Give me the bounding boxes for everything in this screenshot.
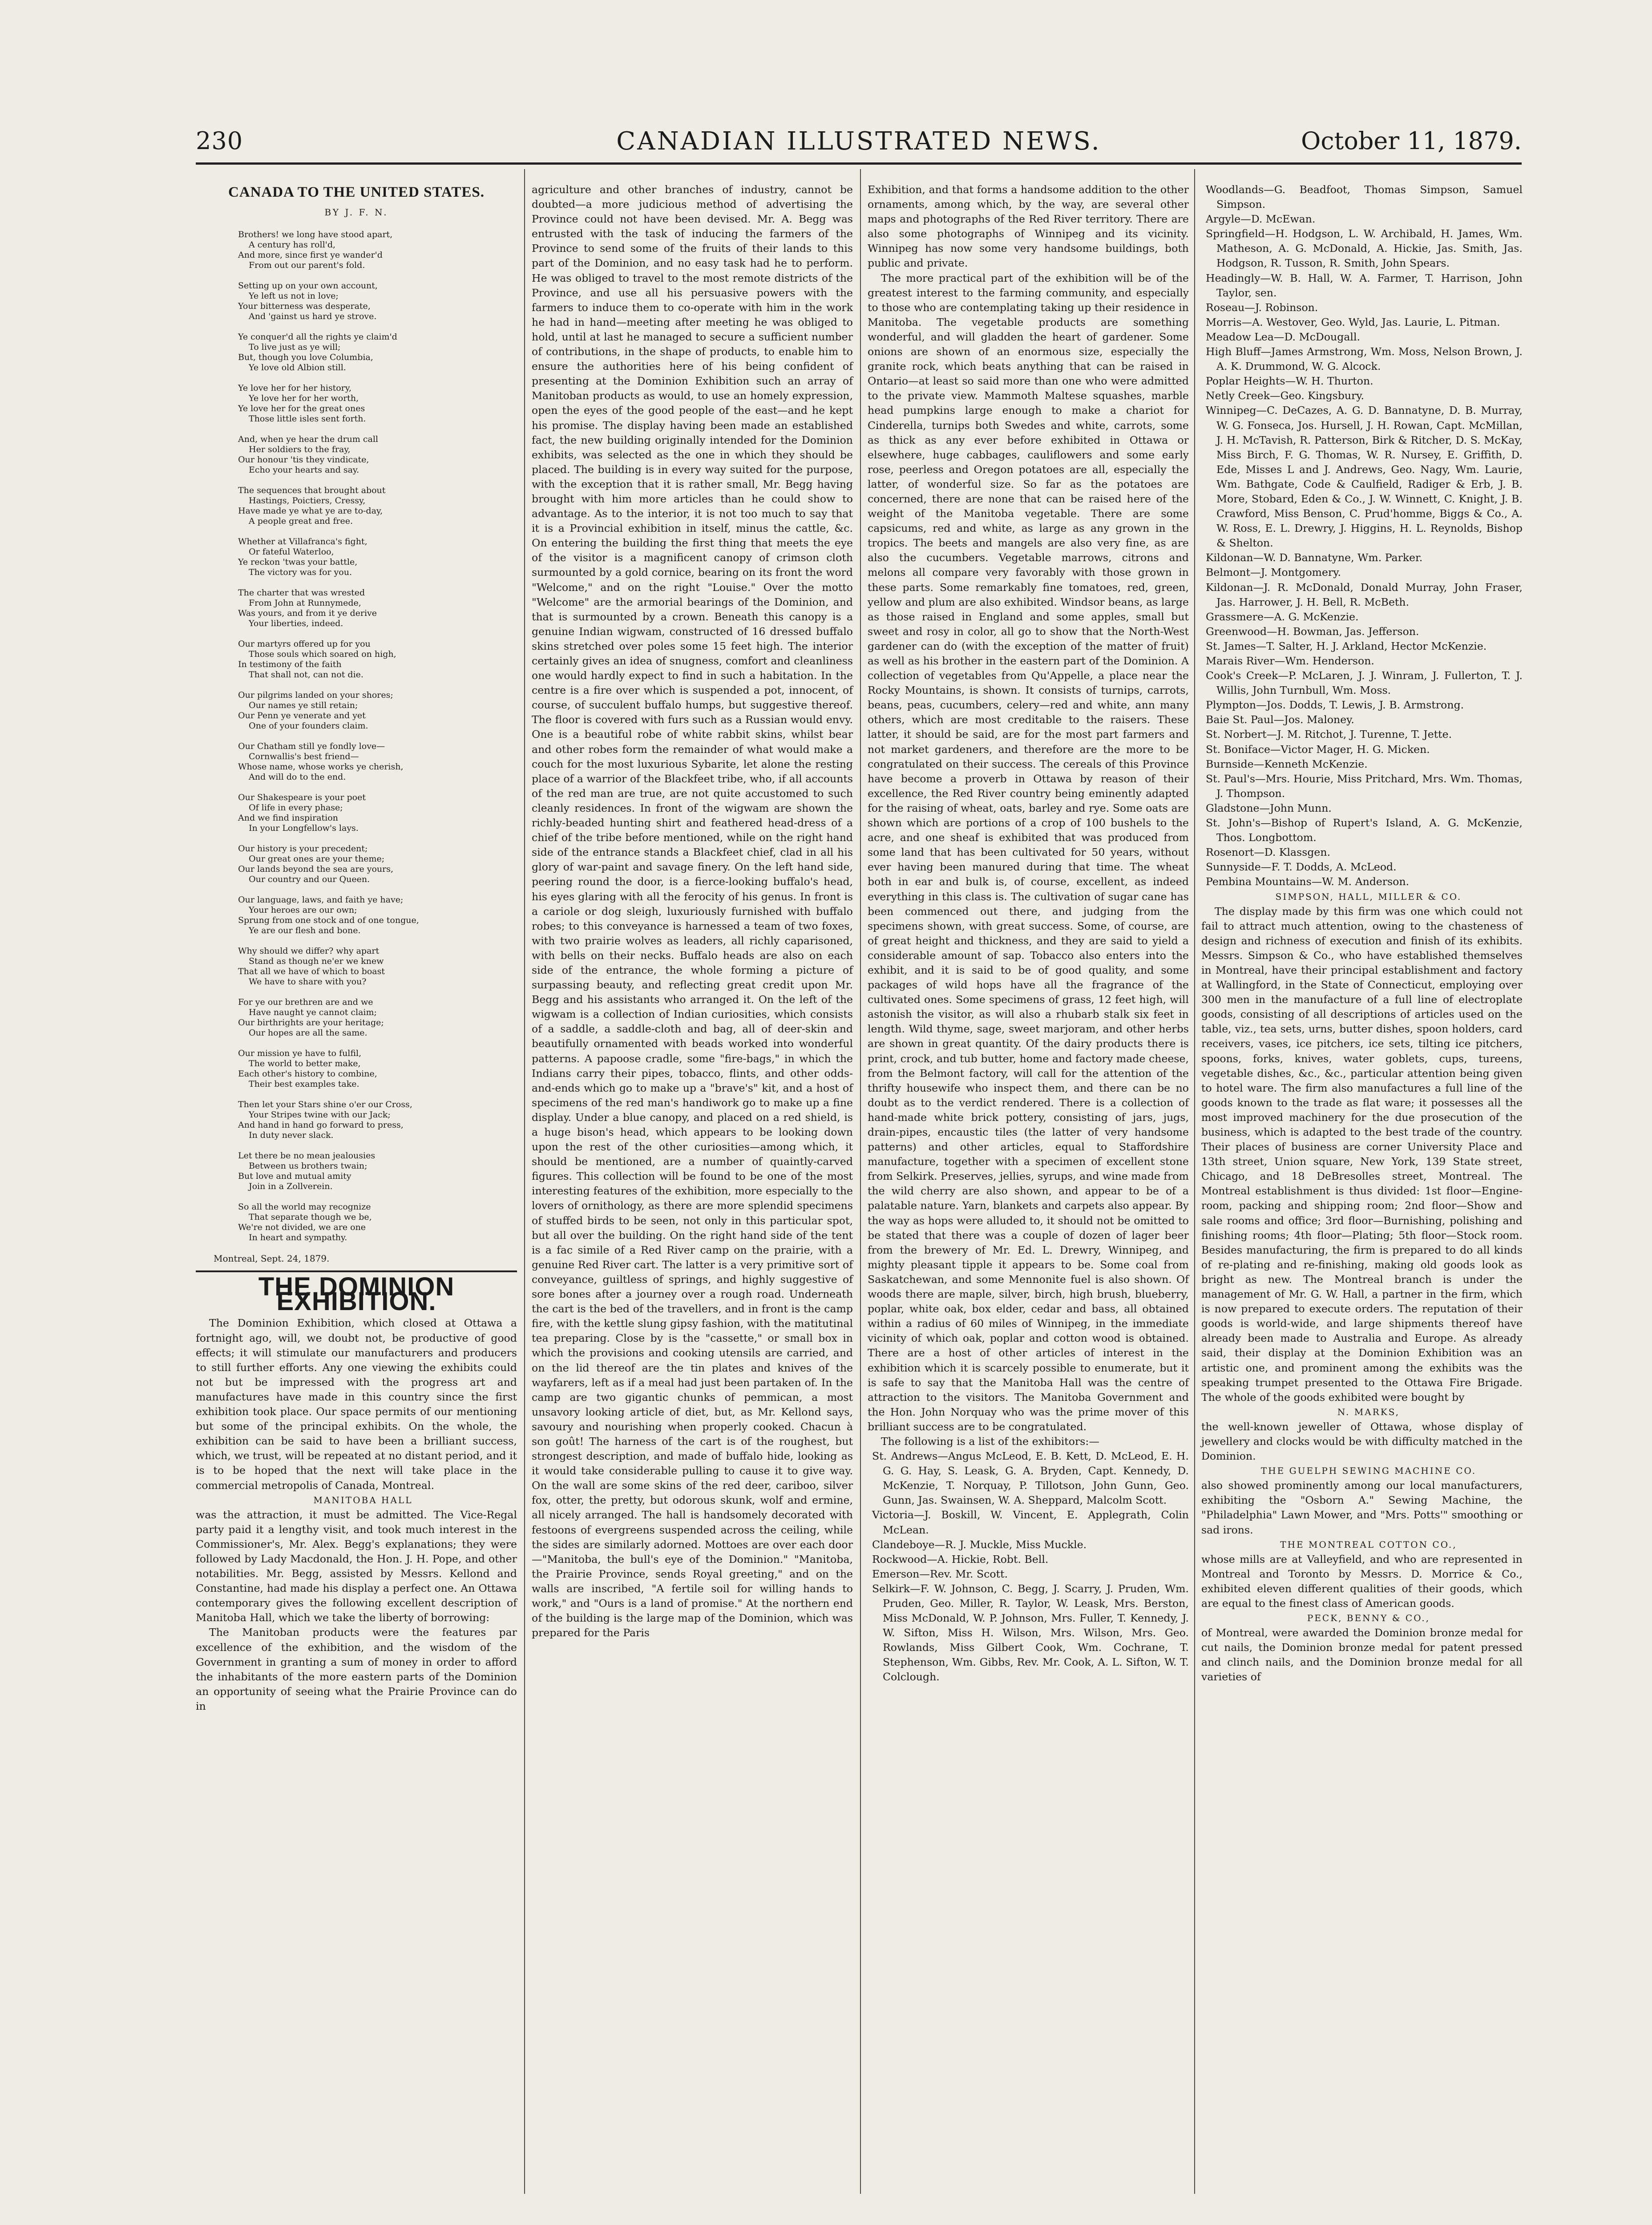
poem-line: And 'gainst us hard ye strove. xyxy=(249,312,377,322)
column-divider xyxy=(524,169,525,2194)
poem-line: To live just as ye will; xyxy=(249,342,341,352)
subheading: PECK, BENNY & CO., xyxy=(1307,1613,1430,1624)
poem-line: Our mission ye have to fulfil, xyxy=(238,1048,362,1059)
list-item: Rockwood—A. Hickie, Robt. Bell. xyxy=(872,1553,1049,1566)
poem-line: A century has roll'd, xyxy=(249,240,336,250)
poem-line: Cornwallis's best friend— xyxy=(249,752,359,762)
poem-line: Our pilgrims landed on your shores; xyxy=(238,690,393,700)
list-item: Marais River—Wm. Henderson. xyxy=(1206,655,1374,667)
poem-line: And more, since first ye wander'd xyxy=(238,250,383,260)
poem-line: Our birthrights are your heritage; xyxy=(238,1018,384,1028)
masthead: CANADIAN ILLUSTRATED NEWS. xyxy=(616,127,1101,156)
poem-line: Then let your Stars shine o'er our Cross, xyxy=(238,1100,412,1110)
poem-stanza xyxy=(238,1048,517,1089)
subheading: THE GUELPH SEWING MACHINE CO. xyxy=(1260,1465,1477,1477)
exhibitor-list xyxy=(868,1449,1189,1685)
poem-line: Echo your hearts and say. xyxy=(249,465,359,475)
poem-line: For ye our brethren are and we xyxy=(238,997,373,1007)
poem-line: Was yours, and from it ye derive xyxy=(238,608,377,619)
poem-line: Ye left us not in love; xyxy=(249,291,339,301)
poem-line: Our lands beyond the sea are yours, xyxy=(238,864,394,874)
poem-line: Your heroes are our own; xyxy=(249,905,357,915)
list-item: Cook's Creek—P. McLaren, J. J. Winram, J. Fullerton, T. J. Willis, John Turnbull, Wm. Moss. xyxy=(1206,669,1523,697)
poem-line: That shall not, can not die. xyxy=(249,670,364,680)
column-2 xyxy=(532,182,853,1640)
poem-stanza xyxy=(238,434,517,475)
issue-date: October 11, 1879. xyxy=(1301,127,1522,155)
poem-line: Have naught ye cannot claim; xyxy=(249,1007,377,1018)
poem-stanza xyxy=(238,1100,517,1141)
column-divider xyxy=(1194,169,1195,2194)
list-item: Clandeboye—R. J. Muckle, Miss Muckle. xyxy=(872,1538,1087,1551)
poem-stanza xyxy=(238,281,517,322)
poem xyxy=(196,230,517,1243)
paragraph: whose mills are at Valleyfield, and who are represented in Montreal and Toronto by Messrs. D. Morrice & Co., exhibited eleven different qualities of their goods, which are equal to the finest class of American goods. xyxy=(1201,1553,1523,1610)
list-item: Roseau—J. Robinson. xyxy=(1206,301,1318,314)
paragraph: The following is a list of the exhibitors:— xyxy=(881,1435,1099,1448)
poem-line: From John at Runnymede, xyxy=(249,598,361,608)
list-item: Baie St. Paul—Jos. Maloney. xyxy=(1206,713,1354,726)
poem-line: Our great ones are your theme; xyxy=(249,854,385,864)
list-item: Burnside—Kenneth McKenzie. xyxy=(1206,757,1368,770)
poem-line: And, when ye hear the drum call xyxy=(238,434,378,445)
poem-line: Those little isles sent forth. xyxy=(249,414,366,424)
list-item: Meadow Lea—D. McDougall. xyxy=(1206,330,1361,343)
poem-line: Your bitterness was desperate, xyxy=(238,301,371,312)
column-divider xyxy=(860,169,861,2194)
poem-line: And will do to the end. xyxy=(249,772,346,782)
list-item: St. Paul's—Mrs. Hourie, Miss Pritchard, Mrs. Wm. Thomas, J. Thompson. xyxy=(1206,772,1523,800)
list-item: Selkirk—F. W. Johnson, C. Begg, J. Scarry, J. Pruden, Wm. Pruden, Geo. Miller, R. Taylor, W. Leask, Mrs. Berston, Miss McDonald, W. P. Johnson, Mrs. Fuller, T. Kennedy, J. W. Sifton, Miss H. Wilson, Mrs. Wilson, Mrs. Geo. Rowlands, Miss Gilbert Cook, Wm. Cochrane, T. Stephenson, Wm. Gibbs, Rev. Mr. Cook, A. L. Sifton, W. T. Colclough. xyxy=(872,1582,1189,1683)
poem-stanza xyxy=(238,997,517,1038)
list-item: Headingly—W. B. Hall, W. A. Farmer, T. Harrison, John Taylor, sen. xyxy=(1206,271,1523,299)
list-item: Winnipeg—C. DeCazes, A. G. D. Bannatyne, D. B. Murray, W. G. Fonseca, Jos. Hursell, J. H. Rowan, Capt. McMillan, J. H. McTavish, R. Patterson, Birk & Ritcher, D. S. McKay, Miss Birch, F. G. Thomas, W. R. Nursey, E. Griffith, D. Ede, Misses L and J. Andrews, Geo. Nagy, Wm. Laurie, Wm. Bathgate, Code & Caulfield, Radiger & Erb, J. B. More, Stobard, Eden & Co., J. W. Winnett, C. Knight, J. B. Crawford, Miss Benson, C. Prud'homme, Biggs & Co., A. W. Ross, E. L. Drewry, J. Higgins, H. L. Reynolds, Bishop & Shelton. xyxy=(1206,404,1523,550)
list-item: St. John's—Bishop of Rupert's Island, A. G. McKenzie, Thos. Longbottom. xyxy=(1206,817,1523,844)
poem-line: Your Stripes twine with our Jack; xyxy=(249,1110,391,1120)
poem-line: Our martyrs offered up for you xyxy=(238,639,371,649)
poem-stanza xyxy=(238,1151,517,1192)
list-item: St. Boniface—Victor Mager, H. G. Micken. xyxy=(1206,743,1430,756)
list-item: Grassmere—A. G. McKenzie. xyxy=(1206,610,1359,623)
page-number: 230 xyxy=(196,127,243,155)
poem-line: Our honour 'tis they vindicate, xyxy=(238,455,369,465)
poem-stanza xyxy=(238,383,517,424)
subheading: SIMPSON, HALL, MILLER & CO. xyxy=(1275,891,1462,902)
poem-title: CANADA TO THE UNITED STATES. xyxy=(228,184,485,200)
poem-stanza xyxy=(238,332,517,373)
poem-line: Ye love her for her worth, xyxy=(249,393,359,404)
poem-line: Or fateful Waterloo, xyxy=(249,547,334,557)
poem-line: From out our parent's fold. xyxy=(249,260,365,271)
subheading: THE MONTREAL COTTON CO., xyxy=(1280,1539,1457,1550)
poem-line: In heart and sympathy. xyxy=(249,1233,347,1243)
poem-line: Ye reckon 'twas your battle, xyxy=(238,557,358,567)
poem-line: In your Longfellow's lays. xyxy=(249,823,359,833)
poem-line: Our hopes are all the same. xyxy=(249,1028,368,1038)
poem-stanza xyxy=(238,690,517,731)
poem-stanza xyxy=(238,588,517,629)
poem-stanza xyxy=(238,793,517,833)
list-item: Sunnyside—F. T. Dodds, A. McLeod. xyxy=(1206,861,1397,874)
list-item: Kildonan—W. D. Bannatyne, Wm. Parker. xyxy=(1206,551,1423,564)
poem-line: Your liberties, indeed. xyxy=(249,619,343,629)
poem-stanza xyxy=(238,1202,517,1243)
paragraph: The Manitoban products were the features par excellence of the exhibition, and the wisdom of the Government in granting a sum of money in order to afford the inhabitants of the more eastern parts of the Dominion an opportunity of seeing what the Prairie Province can do in xyxy=(196,1626,517,1712)
column-1 xyxy=(196,182,517,1714)
list-item: Kildonan—J. R. McDonald, Donald Murray, John Fraser, Jas. Harrower, J. H. Bell, R. McBeth. xyxy=(1206,581,1523,608)
poem-byline: BY J. F. N. xyxy=(324,207,388,218)
poem-line: Let there be no mean jealousies xyxy=(238,1151,376,1161)
page-header xyxy=(196,127,1522,158)
paragraph: The Dominion Exhibition, which closed at Ottawa a fortnight ago, will, we doubt not, be productive of good effects; it will stimulate our manufacturers and producers to still further efforts. Any one viewing the exhibits could not but be impressed with the progress art and manufactures have made in this country since the first exhibition took place. Our space permits of our mentioning but some of the principal exhibits. On the whole, the exhibition can be said to have been a brilliant success, which, we trust, will be repeated at no distant period, and it is to be hoped that the next will take place in the commercial metropolis of Canada, Montreal. xyxy=(196,1317,517,1492)
poem-line: Setting up on your own account, xyxy=(238,281,378,291)
paragraph: The display made by this firm was one which could not fail to attract much attention, owing to the chasteness of design and richness of execution and finish of its exhibits. Messrs. Simpson & Co., who have established themselves in Montreal, have their principal establishment and factory at Wallingford, in the State of Connecticut, employing over 300 men in the manufacture of a full line of electroplate goods, consisting of all descriptions of articles used on the table, viz., tea sets, urns, butter dishes, spoon holders, card receivers, vases, ice pitchers, ice sets, tilting ice pitchers, spoons, forks, knives, water goblets, cups, tureens, vegetable dishes, &c., &c., particular attention being given to hotel ware. The firm also manufactures a full line of the goods known to the trade as flat ware; it possesses all the most improved machinery for the due prosecution of the business, which is adapted to the best trade of the country. Their places of business are corner University Place and 13th street, Union square, New York, 139 State street, Chicago, and 18 DeBresolles street, Montreal. The Montreal establishment is thus divided: 1st floor—Engine-room, packing and shipping room; 2nd floor—Show and sale rooms and office; 3rd floor—Burnishing, polishing and finishing rooms; 4th floor—Plating; 5th floor—Stock room. Besides manufacturing, the firm is prepared to do all kinds of re-plating and re-finishing, making old goods look as bright as new. The Montreal branch is under the management of Mr. G. W. Hall, a partner in the firm, which is now prepared to execute orders. The reputation of their goods is world-wide, and large shipments thereof have already been made to Australia and Europe. As already said, their display at the Dominion Exhibition was an artistic one, and prominent among the exhibits was the speaking trumpet presented to the Ottawa Fire Brigade. The whole of the goods exhibited were bought by xyxy=(1201,905,1523,1404)
poem-line: The sequences that brought about xyxy=(238,485,386,496)
list-item: Woodlands—G. Beadfoot, Thomas Simpson, Samuel Simpson. xyxy=(1206,183,1523,211)
poem-line: But love and mutual amity xyxy=(238,1171,351,1181)
poem-line: In testimony of the faith xyxy=(238,659,342,670)
poem-line: Between us brothers twain; xyxy=(249,1161,368,1171)
poem-line: Our Chatham still ye fondly love— xyxy=(238,741,385,752)
poem-line: Our Penn ye venerate and yet xyxy=(238,711,366,721)
poem-stanza xyxy=(238,844,517,885)
poem-line: Brothers! we long have stood apart, xyxy=(238,230,393,240)
poem-line: And we find inspiration xyxy=(238,813,338,823)
list-item: Poplar Heights—W. H. Thurton. xyxy=(1206,375,1373,388)
list-item: Rosenort—D. Klassgen. xyxy=(1206,846,1331,859)
paragraph: Exhibition, and that forms a handsome addition to the other ornaments, among which, by the way, are several other maps and photographs of the Red River territory. There are also some photographs of Winnipeg and its vicinity. Winnipeg has now some very handsome buildings, both public and private. xyxy=(868,183,1189,270)
header-rule xyxy=(196,162,1522,165)
list-item: Plympton—Jos. Dodds, T. Lewis, J. B. Armstrong. xyxy=(1206,699,1464,712)
poem-line: Sprung from one stock and of one tongue, xyxy=(238,915,419,926)
poem-line: Ye love her for her history, xyxy=(238,383,351,393)
poem-line: Have made ye what ye are to-day, xyxy=(238,506,383,516)
poem-stanza xyxy=(238,741,517,782)
paragraph: was the attraction, it must be admitted. The Vice-Regal party paid it a lengthy visit, and took much interest in the Commissioner's, Mr. Alex. Begg's explanations; they were followed by Lady Macdonald, the Hon. J. H. Pope, and other notabilities. Mr. Begg, assisted by Messrs. Kellond and Constantine, had made his display a perfect one. An Ottawa contemporary gives the following excellent description of Manitoba Hall, which we take the liberty of borrowing: xyxy=(196,1508,517,1624)
paragraph: the well-known jeweller of Ottawa, whose display of jewellery and clocks would be with difficulty matched in the Dominion. xyxy=(1201,1420,1523,1463)
poem-line: Why should we differ? why apart xyxy=(238,946,380,956)
poem-line: That all we have of which to boast xyxy=(238,967,385,977)
poem-line: So all the world may recognize xyxy=(238,1202,371,1212)
poem-line: Ye conquer'd all the rights ye claim'd xyxy=(238,332,397,342)
list-item: Emerson—Rev. Mr. Scott. xyxy=(872,1567,1008,1580)
subheading: N. MARKS, xyxy=(1337,1406,1400,1417)
poem-line: The world to better make, xyxy=(249,1059,361,1069)
poem-line: Of life in every phase; xyxy=(249,803,343,813)
poem-line: Ye love her for the great ones xyxy=(238,404,365,414)
list-item: Springfield—H. Hodgson, L. W. Archibald, H. James, Wm. Matheson, A. G. McDonald, A. Hickie, Jas. Smith, Jas. Hodgson, R. Tusson, R. Smith, John Spears. xyxy=(1206,227,1523,270)
poem-stanza xyxy=(238,230,517,271)
poem-line: Our Shakespeare is your poet xyxy=(238,793,366,803)
list-item: St. Norbert—J. M. Ritchot, J. Turenne, T. Jette. xyxy=(1206,728,1452,741)
poem-line: Those souls which soared on high, xyxy=(249,649,396,659)
poem-stanza xyxy=(238,946,517,987)
poem-line: That separate though we be, xyxy=(249,1212,372,1222)
poem-signature: Montreal, Sept. 24, 1879. xyxy=(214,1253,330,1264)
poem-line: We have to share with you? xyxy=(249,977,367,987)
poem-line: Whether at Villafranca's fight, xyxy=(238,537,368,547)
list-item: Netly Creek—Geo. Kingsbury. xyxy=(1206,389,1365,402)
paragraph: of Montreal, were awarded the Dominion bronze medal for cut nails, the Dominion bronze medal for patent pressed and clinch nails, and the Dominion bronze medal for all varieties of xyxy=(1201,1626,1523,1683)
poem-line: Ye love old Albion still. xyxy=(249,363,346,373)
poem-line: Our country and our Queen. xyxy=(249,874,370,885)
paragraph: The more practical part of the exhibition will be of the greatest interest to the farming community, and especially to those who are contemplating taking up their residence in Manitoba. The vegetable products are something wonderful, and will gladden the heart of gardener. Some onions are shown of an enormous size, especially the granite rock, which beats anything that can be raised in Ontario—at least so said more than one who were admitted to the private view. Mammoth Maltese squashes, marble head pumpkins large enough to make a chariot for Cinderella, turnips both Swedes and white, carrots, some as thick as any ever before exhibited in Ottawa or elsewhere, huge cabbages, cauliflowers and some early rose, peerless and Oregon potatoes are all, especially the latter, of wonderful size. So far as the potatoes are concerned, there are none that can be raised here of the weight of the Manitoba vegetable. There are some capsicums, red and white, as large as any grown in the tropics. The beets and mangels are also very fine, as are also the cucumbers. Vegetable marrows, citrons and melons all compare very favorably with those grown in these parts. Some remarkably fine tomatoes, red, green, yellow and plum are also exhibited. Windsor beans, as large as those raised in England and some apples, small but sweet and rosy in color, all go to show that the North-West gardener can do (with the exception of the matter of fruit) as well as his brother in the eastern part of the Dominion. A collection of vegetables from Qu'Appelle, a place near the Rocky Mountains, is shown. It consists of turnips, carrots, beans, peas, cucumbers, celery—red and white, ann many others, which are most creditable to the raisers. These latter, it should be said, are for the most part farmers and not market gardeners, and therefore are the more to be congratulated on their success. The cereals of this Province have become a proverb in Ottawa by reason of their excellence, the Red River country being eminently adapted for the raising of wheat, oats, barley and rye. Some oats are shown which are portions of a crop of 100 bushels to the acre, and one sheaf is exhibited that was produced from some land that has been cultivated for 50 years, without ever having been manured during that time. The wheat both in ear and bulk is, of course, excellent, as indeed everything in this class is. The cultivation of sugar cane has been commenced out there, and judging from the specimens shown, with great success. Some, of course, are of great height and thickness, and they are said to yield a considerable amount of sap. Tobacco also enters into the exhibit, and it is said to be of good quality, and some packages of wild hops have all the fragrance of the cultivated ones. Some specimens of grass, 12 feet high, will astonish the visitor, as will also a rhubarb stalk six feet in length. Wild thyme, sage, sweet marjoram, and other herbs are shown in great quantity. Of the dairy products there is print, crock, and tub butter, home and factory made cheese, from the Belmont factory, will call for the attention of the thrifty housewife who inspect them, and there can be no doubt as to the verdict rendered. There is a collection of hand-made white brick pottery, consisting of jars, jugs, drain-pipes, encaustic tiles (the latter of very handsome patterns) and other articles, equal to Staffordshire manufacture, together with a specimen of excellent stone from Selkirk. Preserves, jellies, syrups, and wine made from the wild cherry are also shown, and appear to be of a palatable nature. Yarn, blankets and carpets also appear. By the way as hops were alluded to, it should not be omitted to be stated that there was a couple of dozen of lager beer from the brewery of Mr. Ed. L. Drewry, Winnipeg, and mighty pleasant tipple it appears to be. Some coal from Saskatchewan, and some Mennonite fuel is also shown. Of woods there are maple, silver, birch, high brush, blueberry, poplar, white oak, box elder, cedar and bass, all obtained within a radius of 60 miles of Winnipeg, in the immediate vicinity of which oak, poplar and cotton wood is obtained. There are a host of other articles of interest in the exhibition which it is scarcely possible to enumerate, but it is safe to say that the Manitoba Hall was the centre of attraction to the visitors. The Manitoba Government and the Hon. John Norquay who was the prime mover of this brilliant success are to be congratulated. xyxy=(868,271,1189,1433)
poem-line: Join in a Zollverein. xyxy=(249,1181,333,1192)
exhibitor-list xyxy=(1201,182,1523,890)
poem-line: Her soldiers to the fray, xyxy=(249,445,351,455)
poem-line: Each other's history to combine, xyxy=(238,1069,377,1079)
column-4 xyxy=(1201,182,1523,1685)
poem-line: A people great and free. xyxy=(249,516,353,526)
poem-line: Stand as though ne'er we knew xyxy=(249,956,384,967)
list-item: Gladstone—John Munn. xyxy=(1206,801,1332,814)
poem-line: And hand in hand go forward to press, xyxy=(238,1120,404,1130)
poem-line: The charter that was wrested xyxy=(238,588,365,598)
poem-line: Their best examples take. xyxy=(249,1079,359,1089)
poem-line: Our language, laws, and faith ye have; xyxy=(238,895,404,905)
list-item: St. James—T. Salter, H. J. Arkland, Hector McKenzie. xyxy=(1206,639,1487,652)
list-item: High Bluff—James Armstrong, Wm. Moss, Nelson Brown, J. A. K. Drummond, W. G. Alcock. xyxy=(1206,345,1523,373)
list-item: Argyle—D. McEwan. xyxy=(1206,213,1316,226)
paragraph: also showed prominently among our local manufacturers, exhibiting the "Osborn A." Sewing Machine, the "Philadelphia" Lawn Mower, and "Mrs. Potts'" smoothing or sad irons. xyxy=(1201,1479,1523,1536)
list-item: Morris—A. Westover, Geo. Wyld, Jas. Laurie, L. Pitman. xyxy=(1206,316,1500,328)
subheading: MANITOBA HALL xyxy=(313,1494,413,1505)
article-title: THE DOMINION EXHIBITION. xyxy=(196,1270,517,1309)
poem-stanza xyxy=(238,639,517,680)
poem-line: But, though you love Columbia, xyxy=(238,352,373,363)
poem-line: One of your founders claim. xyxy=(249,721,368,731)
list-item: Victoria—J. Boskill, W. Vincent, E. Applegrath, Colin McLean. xyxy=(872,1509,1189,1536)
list-item: Pembina Mountains—W. M. Anderson. xyxy=(1206,875,1410,888)
poem-line: The victory was for you. xyxy=(249,567,352,578)
list-item: Belmont—J. Montgomery. xyxy=(1206,566,1341,579)
poem-line: Our history is your precedent; xyxy=(238,844,368,854)
poem-stanza xyxy=(238,537,517,578)
column-3 xyxy=(868,182,1189,1685)
poem-stanza xyxy=(238,895,517,936)
poem-line: In duty never slack. xyxy=(249,1130,334,1141)
poem-line: Ye are our flesh and bone. xyxy=(249,926,361,936)
poem-line: Our names ye still retain; xyxy=(249,700,358,711)
poem-line: Whose name, whose works ye cherish, xyxy=(238,762,404,772)
paragraph: agriculture and other branches of industry, cannot be doubted—a more judicious method of advertising the Province could not have been devised. Mr. A. Begg was entrusted with the task of inducing the farmers of the Province to send some of the fruits of their lands to this part of the Dominion, and no easy task had he to perform. He was obliged to travel to the most remote districts of the Province, and use all his persuasive powers with the farmers to induce them to co-operate with him in the work he had in hand—meeting after meeting he was obliged to hold, until at last he managed to secure a sufficient number of contributions, in the shape of products, to enable him to ensure the authorities here of his being confident of presenting at the Dominion Exhibition such an array of Manitoban products as would, to use an homely expression, open the eyes of the good people of the east—and he kept his promise. The display having been made an established fact, the new building originally intended for the Dominion exhibits, was selected as the one in which they should be placed. The building is in every way suited for the purpose, with the exception that it is rather small, Mr. Begg having brought with him more articles than he could show to advantage. As to the interior, it is not too much to say that it is a Provincial exhibition in itself, minus the cattle, &c. On entering the building the first thing that meets the eye of the visitor is a magnificent canopy of crimson cloth surmounted by a gold cornice, bearing on its front the word "Welcome," and on the right "Louise." Over the motto "Welcome" are the armorial bearings of the Dominion, and that is surmounted by a crown. Beneath this canopy is a genuine Indian wigwam, constructed of 16 dressed buffalo skins stretched over poles some 15 feet high. The interior certainly gives an idea of snugness, comfort and cleanliness one would hardly expect to find in such a habitation. In the centre is a fire over which is suspended a pot, innocent, of course, of succulent buffalo humps, but suggestive thereof. The floor is covered with furs such as a Russian would envy. One is a beautiful robe of white rabbit skins, whilst bear and other robes form the remainder of what would make a couch for the most luxurious Sybarite, let alone the resting place of a warrior of the Blackfeet tribe, who, if all accounts of the red man are true, are not quite accustomed to such cleanly residences. In front of the wigwam are shown the richly-beaded hunting shirt and feathered head-dress of a chief of the tribe before mentioned, while on the right hand side of the entrance stands a Blackfeet chief, clad in all his glory of war-paint and savage finery. On the left hand side, peering round the door, is a fierce-looking buffalo's head, his eyes glaring with all the ferocity of his genus. In front is a cariole or dog sleigh, luxuriously furnished with buffalo robes; to this conveyance is harnessed a team of two foxes, with two prairie wolves as leaders, all richly caparisoned, with bells on their necks. Buffalo heads are also on each side of the entrance, the whole forming a picture of surpassing beauty, and reflecting great credit upon Mr. Begg and his assistants who arranged it. On the left of the wigwam is a collection of Indian curiosities, which consists of a saddle, a saddle-cloth and bag, all of deer-skin and beautifully ornamented with beads worked into wonderful patterns. A papoose cradle, some "fire-bags," in which the Indians carry their pipes, tobacco, flints, and other odds-and-ends which go to make up a "brave's" kit, and a host of specimens of the red man's handiwork go to make up a fine display. Under a blue canopy, and placed on a red shield, is a huge bison's head, which appears to be looking down upon the rest of the other curiosities—among which, it should be mentioned, are a number of quaintly-carved figures. This collection will be found to be one of the most interesting features of the exhibition, more especially to the lovers of ornithology, as there are more splendid specimens of stuffed birds to be seen, not only in this particular spot, but all over the building. On the right hand side of the tent is a fac simile of a Red River camp on the prairie, with a genuine Red River cart. The latter is a very primitive sort of conveyance, guiltless of springs, and highly suggestive of sore bones after a journey over a rough road. Underneath the cart is the bed of the travellers, and in front is the camp fire, with the kettle slung gipsy fashion, with the matitutinal tea preparing. Close by is the "cassette," or small box in which the provisions and cooking utensils are carried, and on the lid thereof are the tin plates and knives of the wayfarers, left as if a meal had just been partaken of. In the camp are two gigantic chunks of pemmican, a most unsavory looking article of diet, but, as Mr. Kellond says, savoury and nourishing when properly cooked. Chacun à son goût! The harness of the cart is of the roughest, but strongest description, and made of buffalo hide, looking as it would take considerable pulling to cause it to give way. On the wall are some skins of the red deer, cariboo, silver fox, otter, the pretty, but odorous skunk, wolf and ermine, all nicely arranged. The hall is handsomely decorated with festoons of evergreens suspended across the ceiling, while the sides are similarly adorned. Mottoes are over each door—"Manitoba, the bull's eye of the Dominion." "Manitoba, the Prairie Province, sends Royal greeting," and on the walls are inscribed, "A fertile soil for willing hands to work," and "Ours is a land of promise." At the northern end of the building is the large map of the Dominion, which was prepared for the Paris xyxy=(532,183,853,1639)
poem-stanza xyxy=(238,485,517,526)
poem-line: Hastings, Poictiers, Cressy, xyxy=(249,496,366,506)
list-item: Greenwood—H. Bowman, Jas. Jefferson. xyxy=(1206,625,1419,638)
poem-line: We're not divided, we are one xyxy=(238,1222,366,1233)
list-item: St. Andrews—Angus McLeod, E. B. Kett, D. McLeod, E. H. G. G. Hay, S. Leask, G. A. Bryden, Capt. Kennedy, D. McKenzie, T. Norquay, P. Tillotson, John Gunn, Geo. Gunn, Jas. Swainsen, W. A. Sheppard, Malcolm Scott. xyxy=(872,1450,1189,1507)
